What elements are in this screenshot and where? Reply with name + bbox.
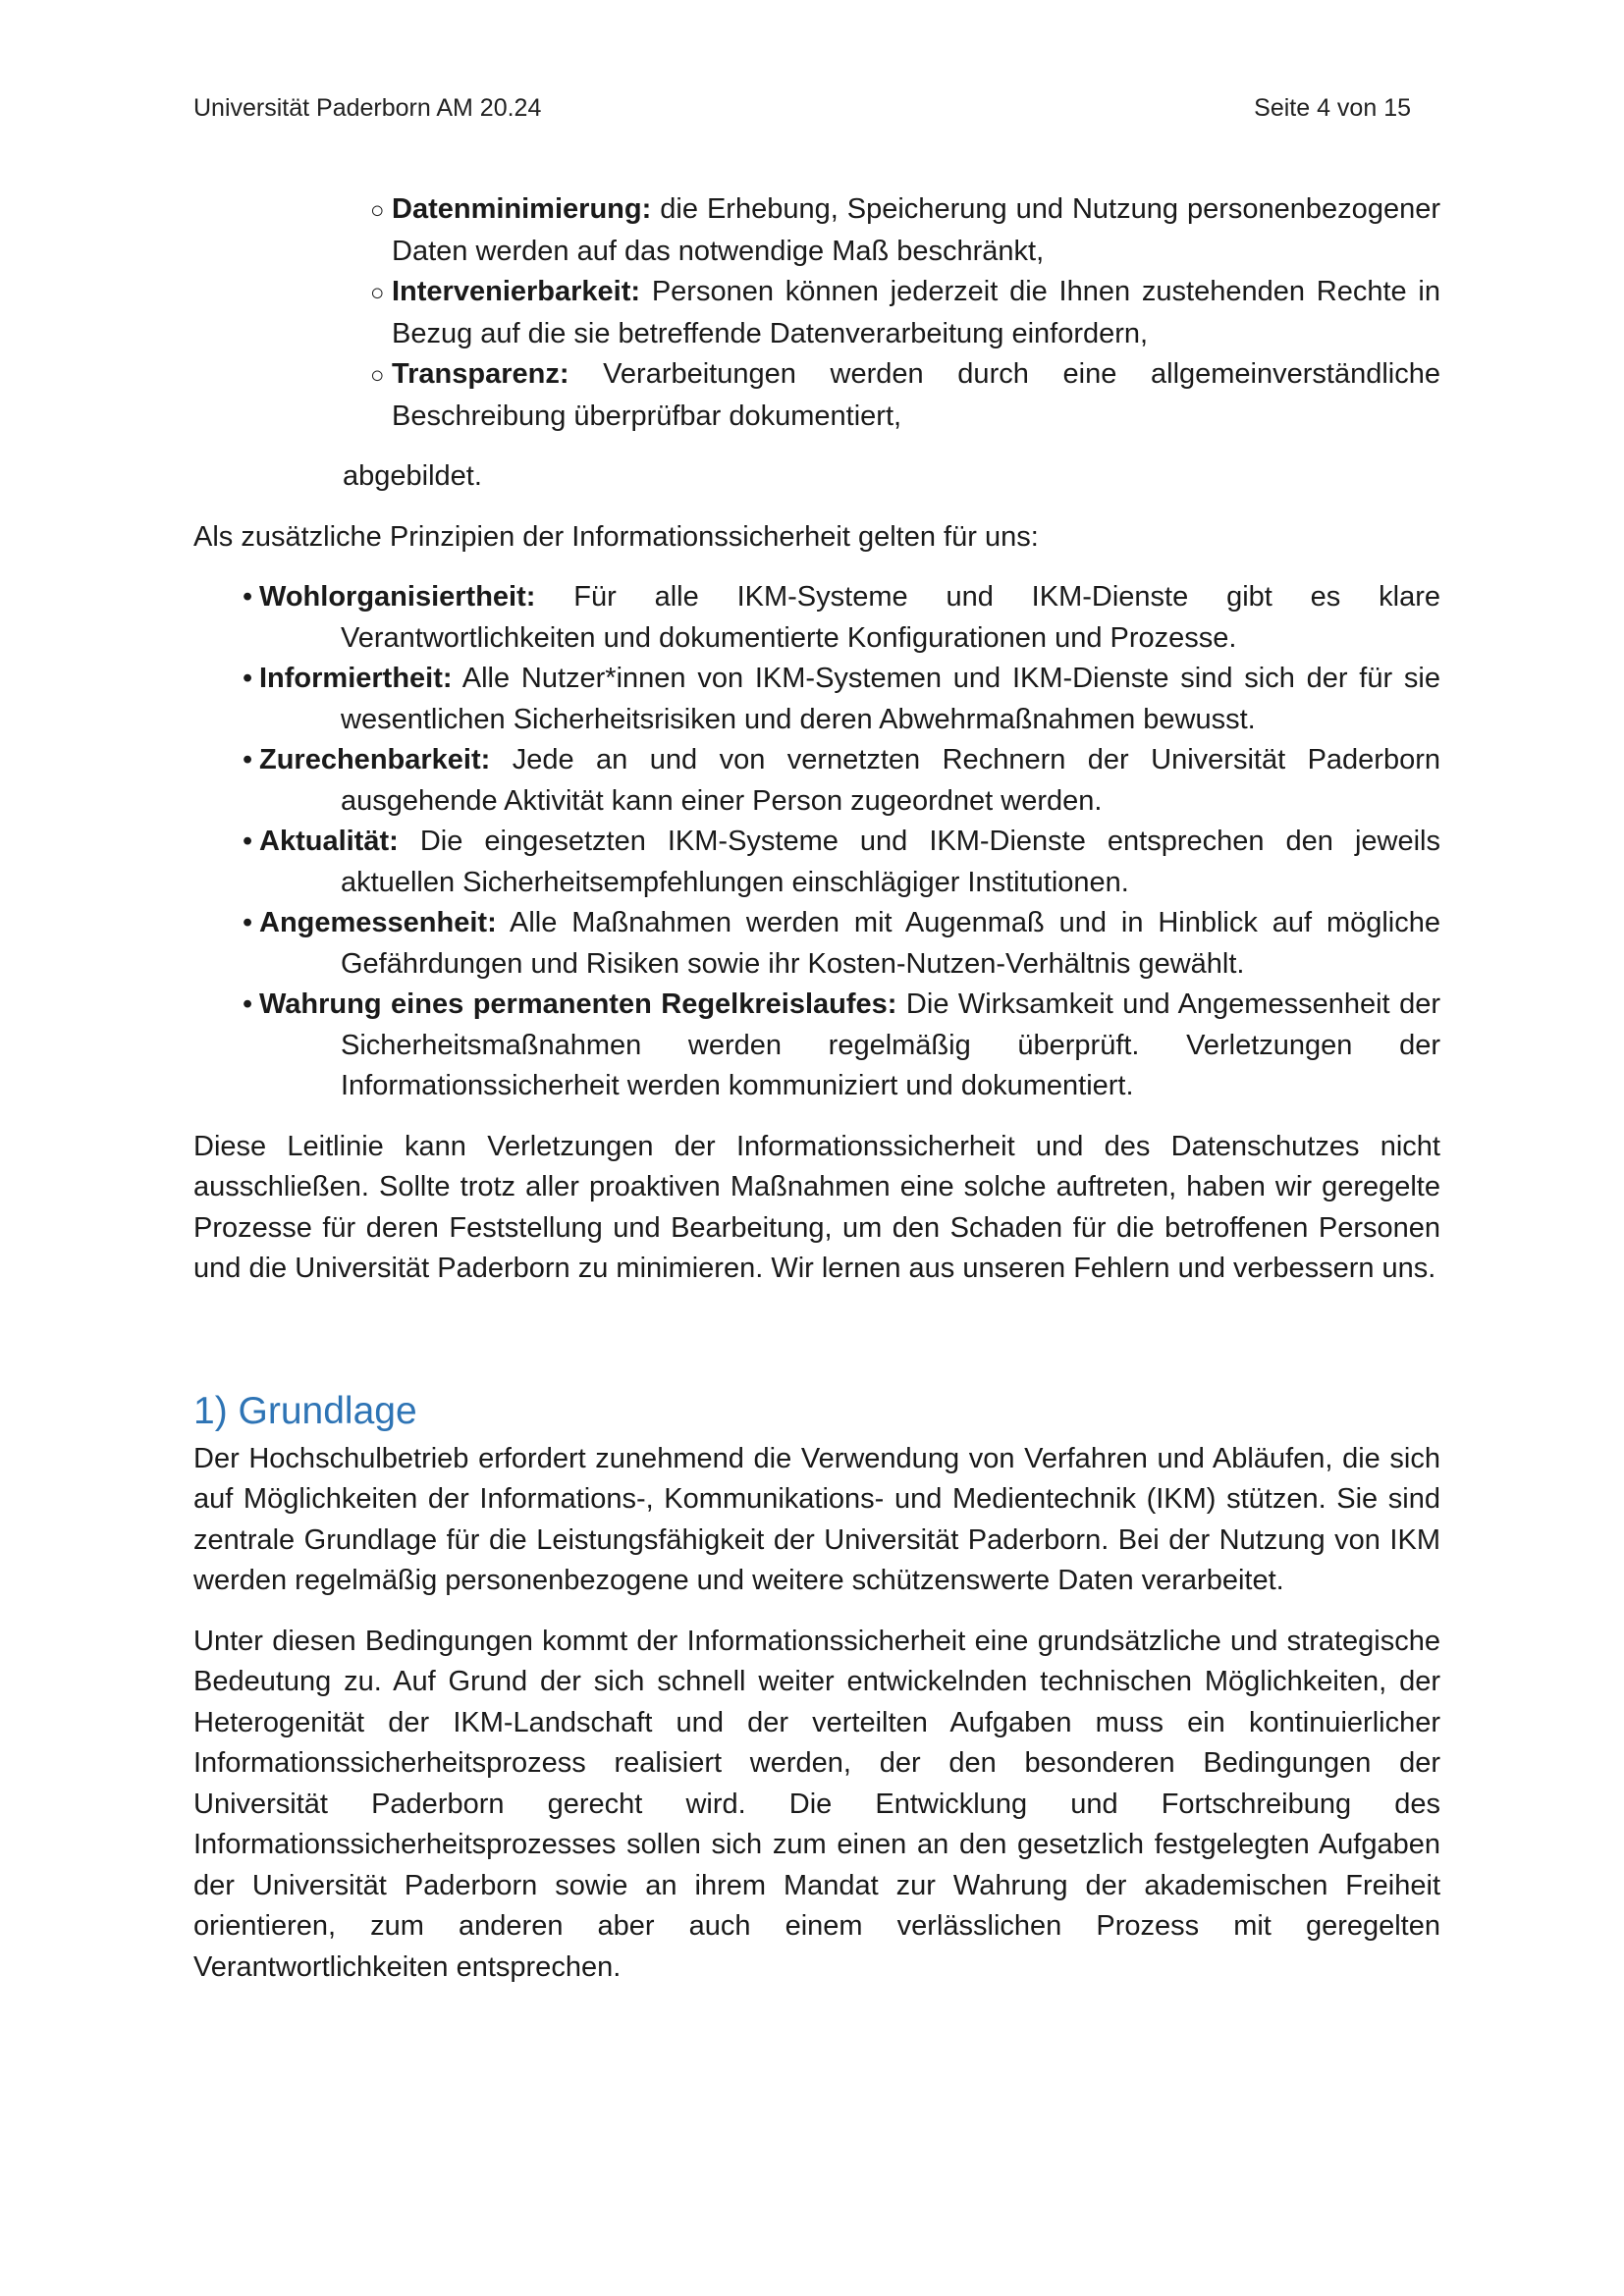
list-item-term: Aktualität: [259, 826, 399, 857]
list-item-term: Angemessenheit: [259, 907, 497, 938]
list-item [243, 740, 1440, 822]
list-item [243, 577, 1440, 659]
sublist-closing-text: abgebildet. [343, 460, 482, 492]
list-item-text: Alle Maßnahmen werden mit Augenmaß und in Hinblick auf mögliche Gefährdungen und Risiken sowie ihr Kosten-Nutzen-Verhältnis gewählt. [341, 907, 1440, 980]
list-item-text: Jede an und von vernetzten Rechnern der Universität Paderborn ausgehende Aktivität kann einer Person zugeordnet werden. [341, 744, 1440, 817]
list-item [243, 985, 1440, 1107]
list-item-text: Die Wirksamkeit und Angemessenheit der Sicherheitsmaßnahmen werden regelmäßig überprüft. Verletzungen der Informationssicherheit werden kommuniziert und dokumentiert. [341, 988, 1440, 1101]
list-item-term: Zurechenbarkeit: [259, 744, 491, 775]
list-item-term: Transparenz: [392, 358, 569, 390]
list-item [243, 903, 1440, 985]
circle-bullet-icon: ○ [370, 362, 385, 389]
list-item-text: Für alle IKM-Systeme und IKM-Dienste gibt es klare Verantwortlichkeiten und dokumentierte Konfigurationen und Prozesse. [341, 581, 1440, 654]
list-item-text: die Erhebung, Speicherung und Nutzung personenbezogener Daten werden auf das notwendige Maß beschränkt, [392, 193, 1440, 267]
list-item-text: Personen können jederzeit die Ihnen zustehenden Rechte in Bezug auf die sie betreffende Datenverarbeitung einfordern, [392, 276, 1440, 349]
principles-list [243, 577, 1440, 1107]
list-item-term: Informiertheit: [259, 663, 453, 694]
bullet-icon: • [243, 988, 253, 1020]
list-item [343, 354, 1440, 437]
list-item-text: Die eingesetzten IKM-Systeme und IKM-Dienste entsprechen den jeweils aktuellen Sicherheitsempfehlungen einschlägiger Institutionen. [341, 826, 1440, 898]
list-item [343, 272, 1440, 354]
circle-bullet-icon: ○ [370, 197, 385, 224]
list-item-term: Datenminimierung: [392, 193, 652, 225]
section-heading: 1) Grundlage [193, 1389, 417, 1432]
list-item-term: Wahrung eines permanenten Regelkreislaufes: [259, 988, 897, 1020]
circle-bullet-icon: ○ [370, 280, 385, 306]
list-item-term: Wohlorganisiertheit: [259, 581, 536, 613]
protection-goals-sublist [343, 189, 1440, 437]
list-item [243, 822, 1440, 903]
list-item-text: Alle Nutzer*innen von IKM-Systemen und IKM-Dienste sind sich der für sie wesentlichen Sicherheitsrisiken und deren Abwehrmaßnahmen bewusst. [341, 663, 1440, 735]
list-item [243, 659, 1440, 740]
bullet-icon: • [243, 826, 253, 857]
header-page-number: Seite 4 von 15 [1254, 94, 1411, 122]
page-header [193, 94, 1411, 130]
section-paragraph: Der Hochschulbetrieb erfordert zunehmend die Verwendung von Verfahren und Abläufen, die sich auf Möglichkeiten der Informations-, Kommunikations- und Medientechnik (IKM) stützen. Sie sind zentrale Grundlage für die Leistungsfähigkeit der Universität Paderborn. Bei der Nutzung von IKM werden regelmäßig personenbezogene und weitere schützenswerte Daten verarbeitet. [193, 1442, 1440, 1596]
bullet-icon: • [243, 663, 253, 694]
document-body [193, 189, 1440, 1988]
bullet-icon: • [243, 744, 253, 775]
bullet-icon: • [243, 581, 253, 613]
principles-intro: Als zusätzliche Prinzipien der Informationssicherheit gelten für uns: [193, 520, 1039, 553]
bullet-icon: • [243, 907, 253, 938]
section-paragraph: Unter diesen Bedingungen kommt der Informationssicherheit eine grundsätzliche und strategische Bedeutung zu. Auf Grund der sich schnell weiter entwickelnden technischen Möglichkeiten, der Heterogenität der IKM-Landschaft und der verteilten Aufgaben muss ein kontinuierlicher Informationssicherheitsprozess realisiert werden, der den besonderen Bedingungen der Universität Paderborn gerecht wird. Die Entwicklung und Fortschreibung des Informationssicherheitsprozesses sollen sich zum einen an den gesetzlich festgelegten Aufgaben der Universität Paderborn sowie an ihrem Mandat zur Wahrung der akademischen Freiheit orientieren, zum anderen aber auch einem verlässlichen Prozess mit geregelten Verantwortlichkeiten entsprechen. [193, 1625, 1440, 1983]
header-document-ref: Universität Paderborn AM 20.24 [193, 94, 542, 122]
list-item [343, 189, 1440, 272]
list-item-text: Verarbeitungen werden durch eine allgemeinverständliche Beschreibung überprüfbar dokumentiert, [392, 358, 1440, 432]
list-item-term: Intervenierbarkeit: [392, 276, 641, 307]
closing-paragraph: Diese Leitlinie kann Verletzungen der Informationssicherheit und des Datenschutzes nicht ausschließen. Sollte trotz aller proaktiven Maßnahmen eine solche auftreten, haben wir geregelte Prozesse für deren Feststellung und Bearbeitung, um den Schaden für die betroffenen Personen und die Universität Paderborn zu minimieren. Wir lernen aus unseren Fehlern und verbessern uns. [193, 1130, 1440, 1284]
